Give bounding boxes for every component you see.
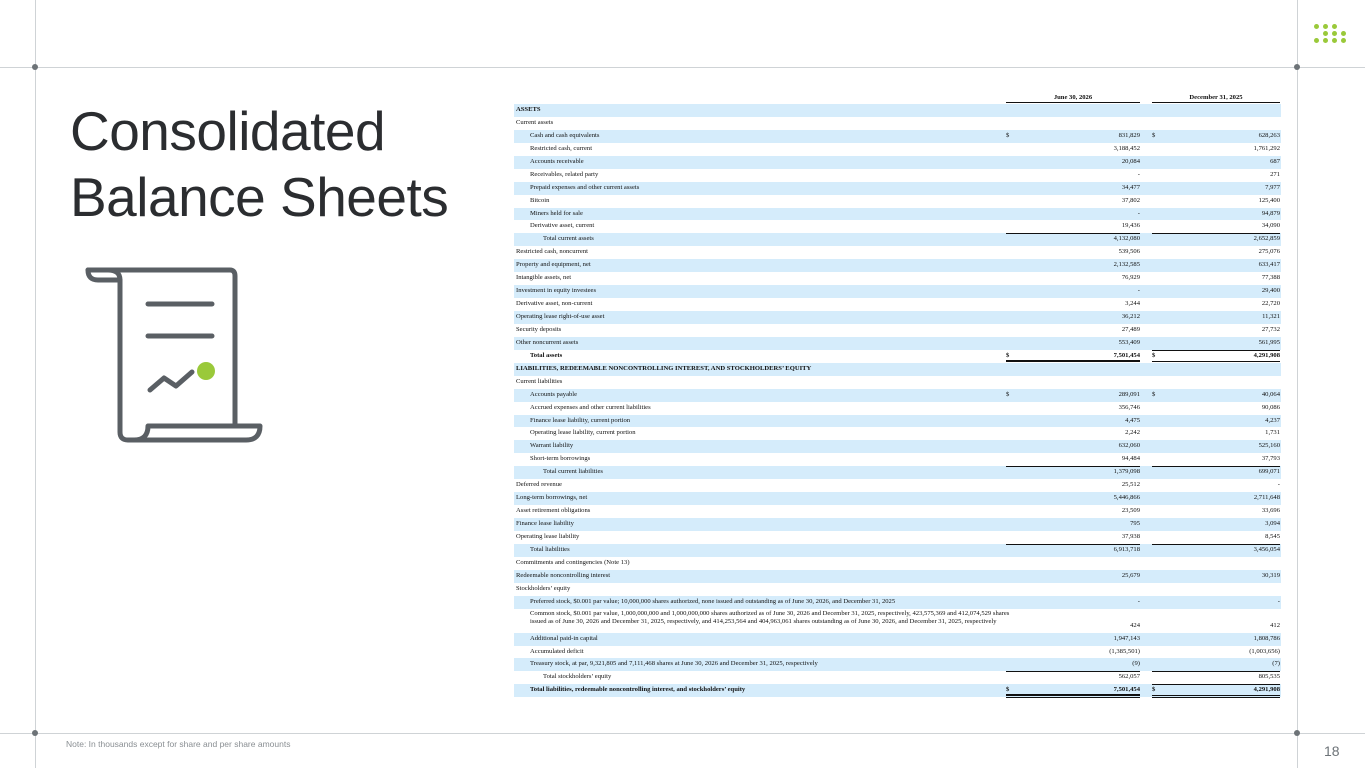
table-row (514, 415, 1281, 428)
table-row (514, 311, 1281, 324)
value-december-2025: 125,400 (1258, 196, 1280, 204)
value-june-2026: 27,489 (1121, 325, 1140, 333)
value-june-2026: - (1137, 287, 1140, 295)
table-row (514, 402, 1281, 415)
value-december-2025: 3,094 (1265, 520, 1280, 527)
row-label: Current liabilities (516, 377, 563, 385)
row-label: Security deposits (516, 325, 562, 333)
value-december-2025: 37,793 (1261, 455, 1280, 463)
table-row (514, 427, 1281, 440)
value-june-2026: 25,512 (1121, 481, 1140, 489)
row-label: Intangible assets, net (516, 274, 572, 282)
frame-line-left (35, 0, 36, 768)
table-row (514, 298, 1281, 311)
value-june-2026: 424 (1130, 621, 1140, 629)
row-label: Total current liabilities (543, 468, 603, 476)
frame-node (1294, 730, 1300, 736)
currency-symbol: $ (1152, 390, 1156, 398)
currency-symbol: $ (1006, 131, 1010, 139)
row-label: Operating lease right-of-use asset (516, 313, 605, 320)
value-december-2025: 40,064 (1261, 390, 1280, 398)
table-row (514, 570, 1281, 583)
row-label: Additional paid-in capital (530, 634, 598, 642)
value-december-2025: (1,003,656) (1249, 647, 1280, 655)
value-june-2026: - (1137, 170, 1140, 178)
table-row (514, 596, 1281, 609)
table-row (514, 156, 1281, 169)
value-june-2026: 2,132,585 (1113, 261, 1140, 269)
table-row (514, 272, 1281, 285)
value-december-2025: 11,321 (1262, 313, 1280, 320)
value-june-2026: 795 (1130, 520, 1140, 527)
table-body (514, 104, 1281, 697)
value-december-2025: 1,808,786 (1253, 634, 1280, 642)
row-label: Operating lease liability (516, 532, 580, 540)
row-label: Prepaid expenses and other current assets (530, 183, 640, 191)
value-june-2026: 19,436 (1121, 222, 1140, 230)
table-row (514, 479, 1281, 492)
value-june-2026: 5,446,866 (1113, 494, 1140, 502)
row-label: ASSETS (516, 106, 541, 113)
value-june-2026: 4,475 (1125, 416, 1140, 424)
row-label: Cash and cash equivalents (530, 131, 600, 139)
table-row (514, 117, 1281, 130)
value-june-2026: 3,244 (1125, 300, 1140, 308)
row-label: Other noncurrent assets (516, 338, 579, 346)
row-label: Total stockholders’ equity (543, 673, 612, 681)
frame-line-top (0, 67, 1365, 68)
row-label: Common stock, $0.001 par value, 1,000,000,000 and 1,000,000,000 shares authorized as of June 30, 2026 and December 31, 2025, respectively, 423,575,369 and 412,074,529 shares issued as of June 30, 2026 and December 31, 2025, respectively, and 414,253,564 and 404,963,061 shares outstanding as of June 30, 2026, and December 31, 2025, respectively (530, 609, 1010, 625)
currency-symbol: $ (1006, 390, 1010, 398)
row-label: Investment in equity investees (516, 287, 597, 295)
value-june-2026: 37,938 (1121, 532, 1140, 540)
page-number: 18 (1324, 743, 1340, 759)
value-june-2026: 25,679 (1121, 571, 1140, 579)
row-label: Operating lease liability, current portion (530, 429, 636, 437)
value-december-2025: 805,535 (1258, 673, 1280, 681)
value-december-2025: 30,319 (1261, 571, 1280, 579)
value-june-2026: 76,929 (1121, 274, 1140, 282)
row-label: Accumulated deficit (530, 647, 584, 655)
value-june-2026: 2,242 (1125, 429, 1140, 437)
row-label: Short-term borrowings (530, 455, 591, 463)
table-row (514, 350, 1281, 363)
frame-line-bottom (0, 733, 1365, 734)
row-label: LIABILITIES, REDEEMABLE NONCONTROLLING INTEREST, AND STOCKHOLDERS’ EQUITY (516, 364, 812, 372)
value-december-2025: 2,652,859 (1253, 235, 1280, 243)
row-label: Long-term borrowings, net (516, 494, 588, 502)
table-row (514, 208, 1281, 221)
table-row (514, 609, 1281, 633)
value-december-2025: 412 (1270, 621, 1280, 629)
row-label: Total liabilities, redeemable noncontrolling interest, and stockholders’ equity (530, 686, 746, 694)
page-title (70, 98, 510, 230)
table-row (514, 324, 1281, 337)
value-december-2025: 94,879 (1261, 209, 1280, 217)
dot-grid-logo (1314, 23, 1346, 45)
value-june-2026: 20,084 (1121, 157, 1140, 165)
table-row (514, 143, 1281, 156)
balance-sheet-table (514, 92, 1281, 697)
row-label: Restricted cash, noncurrent (516, 248, 588, 256)
value-june-2026: 7,501,454 (1113, 686, 1140, 694)
table-row (514, 169, 1281, 182)
value-december-2025: 29,400 (1261, 287, 1280, 295)
table-row (514, 544, 1281, 557)
table-row (514, 658, 1281, 671)
row-label: Derivative asset, current (530, 222, 595, 230)
table-row (514, 233, 1281, 246)
value-december-2025: 27,732 (1261, 325, 1280, 333)
row-label: Warrant liability (530, 442, 574, 450)
value-december-2025: 3,456,054 (1253, 545, 1280, 553)
frame-line-right (1297, 0, 1298, 768)
column-header-december: December 31, 2025 (1152, 94, 1280, 103)
value-december-2025: 90,086 (1261, 403, 1280, 411)
value-december-2025: 8,545 (1265, 532, 1280, 540)
currency-symbol: $ (1152, 351, 1156, 359)
frame-node (32, 730, 38, 736)
value-december-2025: 4,291,908 (1253, 686, 1280, 694)
row-label: Bitcoin (530, 196, 550, 204)
value-june-2026: 6,913,718 (1113, 545, 1140, 553)
value-june-2026: - (1137, 209, 1140, 217)
table-row (514, 195, 1281, 208)
value-june-2026: 553,409 (1118, 338, 1140, 346)
table-row (514, 557, 1281, 570)
row-label: Restricted cash, current (530, 144, 593, 152)
value-june-2026: 3,188,452 (1113, 144, 1140, 152)
value-december-2025: - (1277, 481, 1280, 489)
row-label: Finance lease liability (516, 520, 574, 527)
row-label: Stockholders’ equity (516, 584, 571, 592)
value-june-2026: 539,506 (1118, 248, 1140, 256)
row-label: Redeemable noncontrolling interest (516, 571, 611, 579)
value-december-2025: 2,711,648 (1253, 494, 1280, 502)
value-december-2025: 275,076 (1258, 248, 1280, 256)
table-row (514, 466, 1281, 479)
row-label: Receivables, related party (530, 170, 599, 178)
value-december-2025: 4,237 (1265, 416, 1280, 424)
row-label: Total assets (530, 351, 563, 359)
table-row (514, 453, 1281, 466)
row-label: Treasury stock, at par, 9,321,805 and 7,111,468 shares at June 30, 2026 and December 31, 2025, respectively (530, 660, 818, 668)
value-december-2025: 1,761,292 (1253, 144, 1280, 152)
table-row (514, 505, 1281, 518)
row-label: Deferred revenue (516, 481, 562, 489)
table-row (514, 363, 1281, 376)
table-row (514, 583, 1281, 596)
value-december-2025: 271 (1270, 170, 1280, 178)
table-row (514, 684, 1281, 697)
value-june-2026: 632,060 (1118, 442, 1140, 450)
row-label: Asset retirement obligations (516, 507, 591, 515)
row-label: Miners held for sale (530, 209, 583, 217)
value-december-2025: 1,731 (1265, 429, 1280, 437)
title-line-1: Consolidated (70, 100, 386, 162)
table-row (514, 337, 1281, 350)
value-june-2026: 34,477 (1121, 183, 1140, 191)
value-december-2025: 687 (1270, 157, 1280, 165)
table-row (514, 389, 1281, 402)
row-label: Derivative asset, non-current (516, 300, 593, 308)
frame-node (1294, 64, 1300, 70)
column-header-june: June 30, 2026 (1006, 94, 1140, 103)
table-row (514, 104, 1281, 117)
value-december-2025: 561,995 (1258, 338, 1280, 346)
value-june-2026: 831,829 (1118, 131, 1140, 139)
document-scroll-icon (84, 266, 270, 446)
frame-node (32, 64, 38, 70)
value-june-2026: 356,746 (1118, 403, 1140, 411)
row-label: Accounts receivable (530, 157, 584, 165)
currency-symbol: $ (1006, 351, 1010, 359)
row-label: Accrued expenses and other current liabilities (530, 403, 651, 411)
column-headers (514, 92, 1281, 104)
row-label: Commitments and contingencies (Note 13) (516, 558, 630, 566)
table-row (514, 671, 1281, 684)
value-december-2025: 34,090 (1261, 222, 1280, 230)
value-june-2026: 36,212 (1121, 313, 1140, 320)
row-label: Total liabilities (530, 545, 570, 553)
table-row (514, 376, 1281, 389)
value-december-2025: (7) (1272, 660, 1280, 668)
row-label: Accounts payable (530, 390, 578, 398)
table-row (514, 259, 1281, 272)
table-row (514, 130, 1281, 143)
value-june-2026: 562,057 (1118, 673, 1140, 681)
row-label: Preferred stock, $0.001 par value; 10,000,000 shares authorized, none issued and outstanding as of June 30, 2026, and December 31, 2025 (530, 597, 896, 605)
footnote: Note: In thousands except for share and per share amounts (66, 739, 291, 749)
table-row (514, 246, 1281, 259)
row-label: Current assets (516, 118, 554, 126)
value-june-2026: 37,802 (1121, 196, 1140, 204)
table-row (514, 646, 1281, 659)
table-row (514, 531, 1281, 544)
value-december-2025: 33,696 (1261, 507, 1280, 515)
row-label: Finance lease liability, current portion (530, 416, 631, 424)
table-row (514, 440, 1281, 453)
currency-symbol: $ (1152, 131, 1156, 139)
table-row (514, 492, 1281, 505)
value-june-2026: (1,385,501) (1109, 647, 1140, 655)
title-line-2: Balance Sheets (70, 166, 449, 228)
value-december-2025: 7,977 (1265, 183, 1280, 191)
value-june-2026: 289,091 (1118, 390, 1140, 398)
value-june-2026: 7,501,454 (1113, 351, 1140, 359)
value-december-2025: 699,071 (1258, 468, 1280, 476)
table-row (514, 633, 1281, 646)
value-december-2025: 628,263 (1258, 131, 1280, 139)
value-june-2026: 4,132,080 (1113, 235, 1140, 243)
currency-symbol: $ (1006, 686, 1010, 694)
value-december-2025: 525,160 (1258, 442, 1280, 450)
value-june-2026: 94,484 (1121, 455, 1140, 463)
value-december-2025: 4,291,908 (1253, 351, 1280, 359)
row-label: Property and equipment, net (516, 261, 591, 269)
value-june-2026: (9) (1132, 660, 1140, 668)
value-december-2025: 77,388 (1261, 274, 1280, 282)
value-june-2026: - (1137, 597, 1140, 605)
value-december-2025: - (1277, 597, 1280, 605)
currency-symbol: $ (1152, 686, 1156, 694)
table-row (514, 518, 1281, 531)
value-december-2025: 633,417 (1258, 261, 1280, 269)
value-june-2026: 1,379,098 (1113, 468, 1140, 476)
value-june-2026: 23,509 (1121, 507, 1140, 515)
value-december-2025: 22,720 (1261, 300, 1280, 308)
table-row (514, 285, 1281, 298)
table-row (514, 220, 1281, 233)
row-label: Total current assets (543, 235, 594, 243)
table-row (514, 182, 1281, 195)
value-june-2026: 1,947,143 (1113, 634, 1140, 642)
